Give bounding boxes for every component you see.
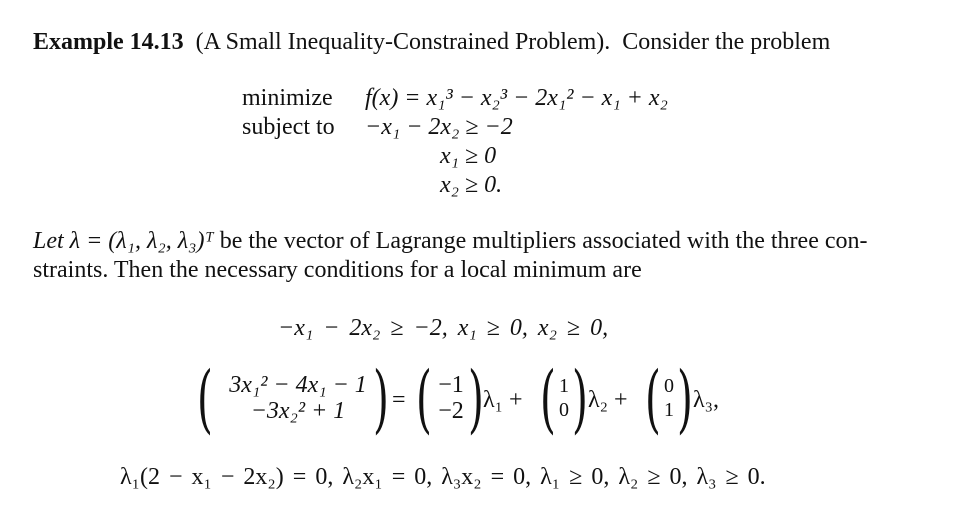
constraint-gradient-1 xyxy=(432,372,470,424)
a2-bottom: 0 xyxy=(559,399,569,421)
constraint-3: x₂ ≥ 0. xyxy=(440,172,503,198)
constraint-gradient-2 xyxy=(554,374,574,422)
feasibility-conditions: −x₁ − 2x₂ ≥ −2, x₁ ≥ 0, x₂ ≥ 0, xyxy=(278,315,609,341)
right-paren-grad: ) xyxy=(373,356,389,442)
example-title: (A Small Inequality-Constrained Problem). xyxy=(195,29,611,55)
right-paren-a3: ) xyxy=(677,356,693,442)
gradient-top: 3x₁² − 4x₁ − 1 xyxy=(229,372,367,398)
minimize-word: minimize xyxy=(242,85,333,111)
equals-sign: = xyxy=(392,387,406,413)
lambda-definition: Let λ = (λ₁, λ₂, λ₃)ᵀ xyxy=(33,228,214,254)
left-paren-grad: ( xyxy=(197,356,213,442)
gradient-bottom: −3x₂² + 1 xyxy=(250,398,346,424)
example-lead: Consider the problem xyxy=(622,29,831,55)
left-paren-a2: ( xyxy=(540,356,556,442)
lambda1-term: λ₁ + xyxy=(483,387,523,413)
example-label: Example 14.13 xyxy=(33,29,184,55)
constraint-1: −x₁ − 2x₂ ≥ −2 xyxy=(365,114,513,140)
a1-bottom: −2 xyxy=(438,398,464,424)
right-paren-a2: ) xyxy=(572,356,588,442)
a3-bottom: 1 xyxy=(664,399,674,421)
left-paren-a3: ( xyxy=(645,356,661,442)
a2-top: 1 xyxy=(559,375,569,397)
complementarity-conditions: λ₁(2 − x₁ − 2x₂) = 0, λ₂x₁ = 0, λ₃x₂ = 0, λ₁ ≥ 0, λ₂ ≥ 0, λ₃ ≥ 0. xyxy=(120,464,766,490)
subject-to-word: subject to xyxy=(242,114,335,140)
paragraph-line-2: straints. Then the necessary conditions for a local minimum are xyxy=(33,257,642,283)
paragraph-line-1 xyxy=(33,227,868,255)
constraint-2: x₁ ≥ 0 xyxy=(440,143,497,169)
paragraph-line-1-text: be the vector of Lagrange multipliers associated with the three con- xyxy=(219,228,868,254)
example-heading xyxy=(33,28,830,56)
constraint-gradient-3 xyxy=(659,374,679,422)
a3-top: 0 xyxy=(664,375,674,397)
objective-function: f(x) = x₁³ − x₂³ − 2x₁² − x₁ + x₂ xyxy=(365,85,668,111)
gradient-vector xyxy=(218,372,378,424)
left-paren-a1: ( xyxy=(416,356,432,442)
right-paren-a1: ) xyxy=(468,356,484,442)
lambda3-term: λ₃, xyxy=(693,387,720,413)
a1-top: −1 xyxy=(438,372,464,398)
lambda2-term: λ₂ + xyxy=(588,387,628,413)
